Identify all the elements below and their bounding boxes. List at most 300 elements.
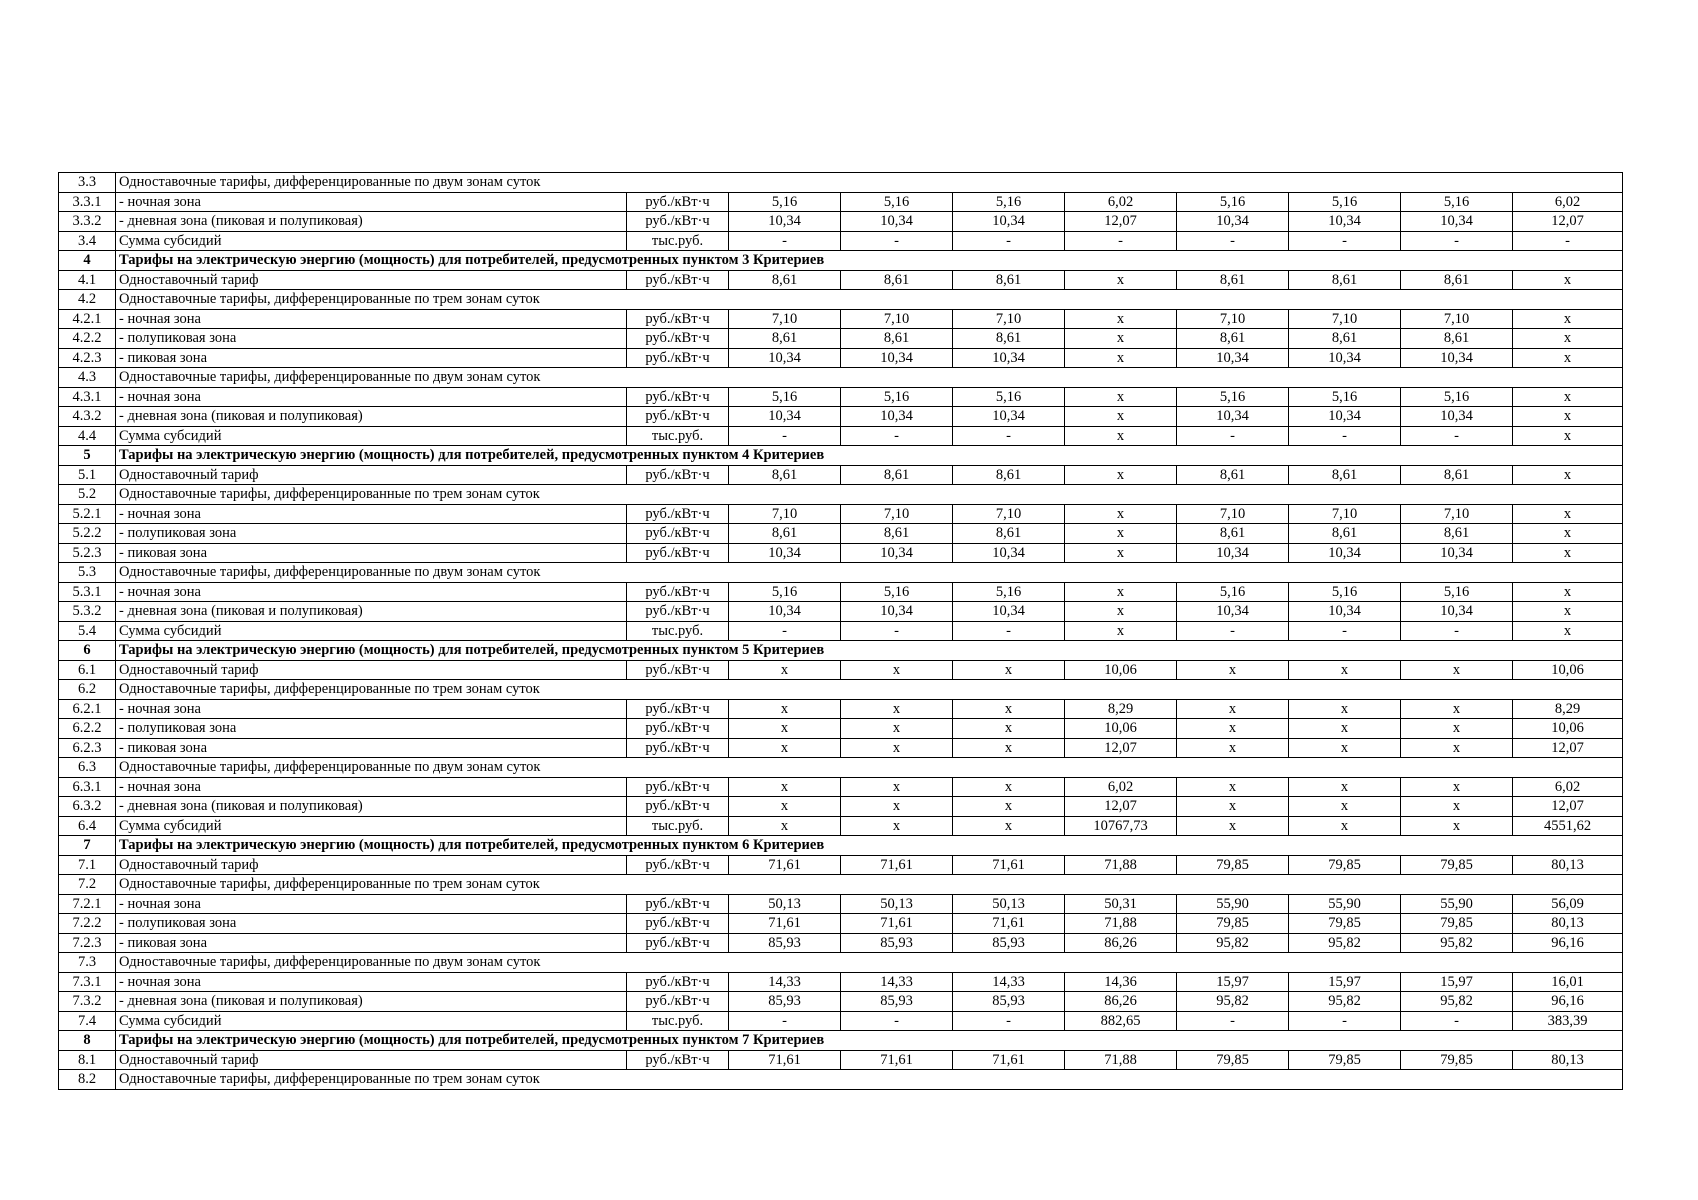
value-cell: 8,29 [1065,699,1177,719]
value-cell: 71,61 [841,1050,953,1070]
value-cell: x [841,719,953,739]
value-cell: 383,39 [1513,1011,1623,1031]
value-cell: - [1177,1011,1289,1031]
value-cell: 10,34 [1177,348,1289,368]
value-cell: 96,16 [1513,992,1623,1012]
subheader-row [59,953,1623,973]
value-cell: 10,34 [1401,407,1513,427]
value-cell: - [729,621,841,641]
table-row [59,660,1623,680]
subheader-row [59,875,1623,895]
value-cell: x [1065,387,1177,407]
value-cell: x [729,719,841,739]
value-cell: 95,82 [1177,933,1289,953]
row-number: 5.3.1 [59,582,116,602]
value-cell: 10,34 [1177,602,1289,622]
table-row [59,914,1623,934]
value-cell: 8,61 [1177,524,1289,544]
row-number: 7.3.2 [59,992,116,1012]
value-cell: 10,34 [953,407,1065,427]
section-title: Тарифы на электрическую энергию (мощность) для потребителей, предусмотренных пунктом 7 Критериев [116,1031,1623,1051]
value-cell: - [953,1011,1065,1031]
value-cell: 7,10 [953,309,1065,329]
row-name: - ночная зона [116,504,627,524]
value-cell: - [1065,231,1177,251]
value-cell: 14,33 [729,972,841,992]
row-number: 5.4 [59,621,116,641]
table-row [59,270,1623,290]
value-cell: 10,34 [1177,212,1289,232]
row-name: - пиковая зона [116,933,627,953]
value-cell: x [1289,660,1401,680]
value-cell: 10,34 [1177,407,1289,427]
row-unit: тыс.руб. [627,1011,729,1031]
value-cell: x [1289,738,1401,758]
row-number: 7.1 [59,855,116,875]
value-cell: 7,10 [841,309,953,329]
value-cell: 10,34 [729,407,841,427]
value-cell: x [1401,816,1513,836]
value-cell: x [1065,348,1177,368]
value-cell: 7,10 [729,504,841,524]
row-unit: руб./кВт·ч [627,719,729,739]
value-cell: 15,97 [1289,972,1401,992]
row-name: - пиковая зона [116,738,627,758]
value-cell: 8,61 [1401,329,1513,349]
row-name: Сумма субсидий [116,231,627,251]
section-row [59,446,1623,466]
value-cell: 86,26 [1065,992,1177,1012]
table-row [59,212,1623,232]
value-cell: 10,06 [1513,660,1623,680]
row-number: 6.3.2 [59,797,116,817]
row-number: 5.3.2 [59,602,116,622]
value-cell: x [1065,407,1177,427]
value-cell: - [1513,231,1623,251]
row-number: 4.4 [59,426,116,446]
row-number: 7.3 [59,953,116,973]
value-cell: 95,82 [1289,992,1401,1012]
value-cell: 10,34 [1401,348,1513,368]
value-cell: 10,34 [1177,543,1289,563]
value-cell: - [1289,621,1401,641]
table-row [59,309,1623,329]
value-cell: 8,61 [1177,270,1289,290]
value-cell: 7,10 [1177,504,1289,524]
value-cell: 6,02 [1065,192,1177,212]
value-cell: x [729,816,841,836]
value-cell: x [1065,602,1177,622]
value-cell: 6,02 [1065,777,1177,797]
value-cell: 85,93 [841,992,953,1012]
row-unit: руб./кВт·ч [627,660,729,680]
row-name: - ночная зона [116,699,627,719]
value-cell: 71,61 [841,855,953,875]
value-cell: 71,88 [1065,914,1177,934]
value-cell: x [1289,797,1401,817]
value-cell: 80,13 [1513,914,1623,934]
value-cell: 12,07 [1513,738,1623,758]
table-row [59,426,1623,446]
value-cell: x [1513,270,1623,290]
table-row [59,504,1623,524]
table-row [59,1050,1623,1070]
row-name: - полупиковая зона [116,914,627,934]
value-cell: 5,16 [953,582,1065,602]
value-cell: x [1513,465,1623,485]
value-cell: 71,61 [953,1050,1065,1070]
row-number: 3.3.1 [59,192,116,212]
value-cell: 10,34 [841,212,953,232]
value-cell: 5,16 [1177,387,1289,407]
row-name: - ночная зона [116,309,627,329]
value-cell: 10,06 [1065,719,1177,739]
row-name: - пиковая зона [116,543,627,563]
value-cell: 5,16 [1177,192,1289,212]
value-cell: x [1065,270,1177,290]
value-cell: x [1513,348,1623,368]
value-cell: x [1289,816,1401,836]
value-cell: - [841,1011,953,1031]
value-cell: 8,61 [841,524,953,544]
row-unit: руб./кВт·ч [627,212,729,232]
value-cell: x [1065,524,1177,544]
value-cell: x [1065,465,1177,485]
value-cell: x [1401,777,1513,797]
value-cell: 79,85 [1401,914,1513,934]
row-number: 4.2 [59,290,116,310]
value-cell: 79,85 [1177,1050,1289,1070]
row-number: 6.3.1 [59,777,116,797]
value-cell: 7,10 [729,309,841,329]
row-unit: руб./кВт·ч [627,504,729,524]
value-cell: x [729,738,841,758]
value-cell: - [953,621,1065,641]
value-cell: x [1513,621,1623,641]
row-name: - полупиковая зона [116,524,627,544]
value-cell: x [729,660,841,680]
table-row [59,797,1623,817]
section-title: Тарифы на электрическую энергию (мощность) для потребителей, предусмотренных пунктом 5 Критериев [116,641,1623,661]
row-name: Одноставочный тариф [116,270,627,290]
value-cell: 8,61 [841,465,953,485]
table-row [59,816,1623,836]
value-cell: 55,90 [1177,894,1289,914]
value-cell: 8,61 [729,329,841,349]
row-name: Одноставочный тариф [116,465,627,485]
value-cell: 10,34 [953,602,1065,622]
row-number: 7.2 [59,875,116,895]
value-cell: 71,61 [729,1050,841,1070]
table-row [59,894,1623,914]
row-name: - дневная зона (пиковая и полупиковая) [116,407,627,427]
subheader-row [59,1070,1623,1090]
subheader-title: Одноставочные тарифы, дифференцированные по двум зонам суток [116,173,1623,193]
value-cell: 5,16 [953,387,1065,407]
value-cell: x [1065,426,1177,446]
tariff-table [58,172,1623,1090]
value-cell: 12,07 [1065,212,1177,232]
row-number: 4.3.1 [59,387,116,407]
table-row [59,699,1623,719]
row-number: 5.2.3 [59,543,116,563]
value-cell: x [1065,543,1177,563]
row-number: 7.2.2 [59,914,116,934]
value-cell: 85,93 [841,933,953,953]
subheader-row [59,563,1623,583]
value-cell: 7,10 [1289,309,1401,329]
value-cell: x [1513,407,1623,427]
table-row [59,602,1623,622]
table-row [59,1011,1623,1031]
value-cell: 5,16 [729,387,841,407]
value-cell: x [1401,738,1513,758]
table-row [59,719,1623,739]
value-cell: 14,33 [841,972,953,992]
subheader-row [59,680,1623,700]
section-title: Тарифы на электрическую энергию (мощность) для потребителей, предусмотренных пунктом 4 Критериев [116,446,1623,466]
value-cell: 8,61 [953,270,1065,290]
value-cell: 12,07 [1513,797,1623,817]
value-cell: 8,61 [1289,465,1401,485]
value-cell: x [729,699,841,719]
value-cell: x [953,777,1065,797]
subheader-title: Одноставочные тарифы, дифференцированные по двум зонам суток [116,758,1623,778]
value-cell: - [841,426,953,446]
value-cell: x [1065,329,1177,349]
tariff-table-body [59,173,1623,1090]
subheader-title: Одноставочные тарифы, дифференцированные по трем зонам суток [116,1070,1623,1090]
value-cell: x [953,797,1065,817]
row-number: 7.2.3 [59,933,116,953]
section-row [59,1031,1623,1051]
value-cell: x [841,738,953,758]
value-cell: x [841,816,953,836]
value-cell: 95,82 [1401,992,1513,1012]
subheader-title: Одноставочные тарифы, дифференцированные по трем зонам суток [116,875,1623,895]
value-cell: x [1065,504,1177,524]
value-cell: 10,34 [1289,348,1401,368]
value-cell: 8,61 [841,329,953,349]
value-cell: x [1513,387,1623,407]
value-cell: - [1177,621,1289,641]
value-cell: 10,34 [953,543,1065,563]
row-number: 6.2.1 [59,699,116,719]
table-row [59,407,1623,427]
row-name: - ночная зона [116,894,627,914]
value-cell: 10,34 [1289,602,1401,622]
row-name: - ночная зона [116,972,627,992]
value-cell: x [1177,777,1289,797]
row-name: Одноставочный тариф [116,1050,627,1070]
value-cell: 50,13 [841,894,953,914]
table-row [59,992,1623,1012]
row-number: 3.3 [59,173,116,193]
value-cell: 16,01 [1513,972,1623,992]
row-unit: руб./кВт·ч [627,777,729,797]
value-cell: 5,16 [953,192,1065,212]
subheader-title: Одноставочные тарифы, дифференцированные по двум зонам суток [116,368,1623,388]
row-number: 6.1 [59,660,116,680]
table-row [59,465,1623,485]
value-cell: 79,85 [1401,855,1513,875]
value-cell: 10,34 [841,348,953,368]
value-cell: x [1177,719,1289,739]
row-unit: руб./кВт·ч [627,582,729,602]
value-cell: 10,34 [841,602,953,622]
value-cell: 8,61 [1289,329,1401,349]
row-unit: руб./кВт·ч [627,543,729,563]
value-cell: 8,61 [953,524,1065,544]
row-unit: руб./кВт·ч [627,992,729,1012]
value-cell: 50,13 [953,894,1065,914]
row-unit: руб./кВт·ч [627,699,729,719]
value-cell: 12,07 [1065,797,1177,817]
value-cell: - [1401,426,1513,446]
row-unit: руб./кВт·ч [627,914,729,934]
section-row [59,251,1623,271]
value-cell: 55,90 [1289,894,1401,914]
value-cell: x [1065,621,1177,641]
row-unit: руб./кВт·ч [627,894,729,914]
value-cell: x [1401,699,1513,719]
value-cell: 96,16 [1513,933,1623,953]
row-name: - ночная зона [116,387,627,407]
row-name: - дневная зона (пиковая и полупиковая) [116,797,627,817]
value-cell: 7,10 [953,504,1065,524]
section-row [59,641,1623,661]
value-cell: x [841,660,953,680]
subheader-row [59,758,1623,778]
table-row [59,231,1623,251]
value-cell: 5,16 [1401,387,1513,407]
value-cell: 5,16 [841,582,953,602]
value-cell: 10,34 [1289,407,1401,427]
value-cell: 10,34 [729,348,841,368]
row-unit: руб./кВт·ч [627,348,729,368]
value-cell: 79,85 [1177,855,1289,875]
row-number: 8.2 [59,1070,116,1090]
value-cell: x [1401,797,1513,817]
value-cell: 8,61 [1401,465,1513,485]
value-cell: 71,61 [729,855,841,875]
row-number: 4.3.2 [59,407,116,427]
table-row [59,855,1623,875]
table-row [59,543,1623,563]
row-number: 4.2.2 [59,329,116,349]
value-cell: - [953,231,1065,251]
value-cell: 8,61 [729,465,841,485]
row-name: - ночная зона [116,777,627,797]
subheader-row [59,173,1623,193]
value-cell: 71,61 [953,855,1065,875]
value-cell: 10,34 [841,543,953,563]
value-cell: x [841,777,953,797]
row-name: Сумма субсидий [116,816,627,836]
row-unit: руб./кВт·ч [627,797,729,817]
value-cell: 8,61 [1401,270,1513,290]
row-unit: тыс.руб. [627,816,729,836]
row-unit: руб./кВт·ч [627,933,729,953]
row-name: - дневная зона (пиковая и полупиковая) [116,992,627,1012]
row-name: Сумма субсидий [116,621,627,641]
value-cell: 7,10 [1401,309,1513,329]
value-cell: x [1513,329,1623,349]
row-name: - дневная зона (пиковая и полупиковая) [116,602,627,622]
row-number: 7 [59,836,116,856]
value-cell: x [1401,719,1513,739]
value-cell: 10767,73 [1065,816,1177,836]
row-name: - полупиковая зона [116,719,627,739]
value-cell: 4551,62 [1513,816,1623,836]
value-cell: - [1401,231,1513,251]
value-cell: 5,16 [1289,387,1401,407]
value-cell: 6,02 [1513,192,1623,212]
value-cell: x [841,699,953,719]
value-cell: 71,61 [729,914,841,934]
value-cell: 5,16 [841,387,953,407]
value-cell: 7,10 [1401,504,1513,524]
value-cell: 71,61 [841,914,953,934]
table-row [59,192,1623,212]
value-cell: x [1065,582,1177,602]
value-cell: 71,88 [1065,1050,1177,1070]
row-number: 4.2.1 [59,309,116,329]
value-cell: x [841,797,953,817]
subheader-title: Одноставочные тарифы, дифференцированные по трем зонам суток [116,680,1623,700]
row-name: Сумма субсидий [116,1011,627,1031]
value-cell: x [1177,816,1289,836]
subheader-row [59,290,1623,310]
value-cell: x [1513,543,1623,563]
row-unit: руб./кВт·ч [627,270,729,290]
value-cell: - [729,1011,841,1031]
value-cell: x [1513,582,1623,602]
row-number: 8.1 [59,1050,116,1070]
value-cell: 8,61 [729,524,841,544]
value-cell: 10,34 [953,348,1065,368]
row-name: - полупиковая зона [116,329,627,349]
value-cell: 85,93 [729,992,841,1012]
value-cell: x [953,738,1065,758]
section-title: Тарифы на электрическую энергию (мощность) для потребителей, предусмотренных пунктом 6 Критериев [116,836,1623,856]
value-cell: 5,16 [1177,582,1289,602]
subheader-title: Одноставочные тарифы, дифференцированные по трем зонам суток [116,290,1623,310]
value-cell: 10,34 [729,543,841,563]
row-number: 3.4 [59,231,116,251]
row-number: 6.4 [59,816,116,836]
row-unit: тыс.руб. [627,231,729,251]
section-title: Тарифы на электрическую энергию (мощность) для потребителей, предусмотренных пунктом 3 Критериев [116,251,1623,271]
value-cell: 15,97 [1401,972,1513,992]
row-unit: руб./кВт·ч [627,855,729,875]
value-cell: - [953,426,1065,446]
row-number: 5.3 [59,563,116,583]
value-cell: x [1065,309,1177,329]
row-number: 5.2 [59,485,116,505]
value-cell: - [1401,1011,1513,1031]
row-name: - ночная зона [116,192,627,212]
value-cell: x [953,660,1065,680]
value-cell: 95,82 [1289,933,1401,953]
row-number: 7.3.1 [59,972,116,992]
value-cell: - [1289,231,1401,251]
value-cell: - [1289,1011,1401,1031]
table-row [59,582,1623,602]
value-cell: x [1513,602,1623,622]
row-unit: руб./кВт·ч [627,309,729,329]
value-cell: 80,13 [1513,1050,1623,1070]
